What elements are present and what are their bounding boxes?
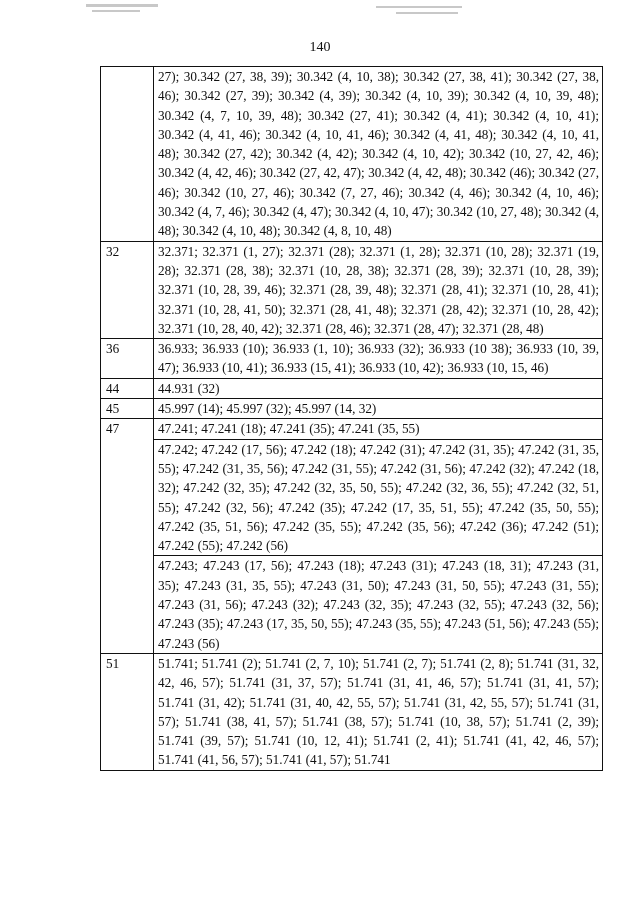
code-index-table <box>100 66 603 771</box>
reference-cell: 32.371; 32.371 (1, 27); 32.371 (28); 32.371 (1, 28); 32.371 (10, 28); 32.371 (19, 28); 32.371 (28, 38); 32.371 (10, 28, 38); 32.371 (28, 39); 32.371 (10, 28, 39); 32.371 (10, 28, 39, 46); 32.371 (28, 39, 48); 32.371 (28, 41); 32.371 (10, 28, 41); 32.371 (10, 28, 41, 50); 32.371 (28, 41, 48); 32.371 (28, 42); 32.371 (10, 28, 42); 32.371 (10, 28, 40, 42); 32.371 (28, 46); 32.371 (28, 47); 32.371 (28, 48) <box>154 241 603 338</box>
page-number: 140 <box>309 40 331 55</box>
scan-artifact <box>86 4 158 7</box>
table-row <box>101 556 603 653</box>
reference-cell: 47.243; 47.243 (17, 56); 47.243 (18); 47.243 (31); 47.243 (18, 31); 47.243 (31, 35); 47.243 (31, 35, 55); 47.243 (31, 50); 47.243 (31, 50, 55); 47.243 (31, 55); 47.243 (31, 56); 47.243 (32); 47.243 (32, 35); 47.243 (32, 55); 47.243 (32, 56); 47.243 (35); 47.243 (17, 35, 50, 55); 47.243 (35, 55); 47.243 (51, 56); 47.243 (55); 47.243 (56) <box>154 556 603 653</box>
scan-artifact <box>92 10 140 12</box>
group-number-cell: 44 <box>101 378 154 398</box>
table-row <box>101 339 603 379</box>
table-row <box>101 653 603 770</box>
reference-cell: 27); 30.342 (27, 38, 39); 30.342 (4, 10, 38); 30.342 (27, 38, 41); 30.342 (27, 38, 46); 30.342 (27, 39); 30.342 (4, 39); 30.342 (4, 10, 39); 30.342 (4, 10, 39, 48); 30.342 (4, 7, 10, 39, 48); 30.342 (27, 41); 30.342 (4, 41); 30.342 (4, 10, 41); 30.342 (4, 41, 46); 30.342 (4, 10, 41, 46); 30.342 (4, 41, 48); 30.342 (4, 10, 41, 48); 30.342 (27, 42); 30.342 (4, 42); 30.342 (4, 10, 42); 30.342 (10, 27, 42, 46); 30.342 (4, 42, 46); 30.342 (27, 42, 47); 30.342 (4, 42, 48); 30.342 (46); 30.342 (27, 46); 30.342 (10, 27, 46); 30.342 (7, 27, 46); 30.342 (4, 46); 30.342 (4, 10, 46); 30.342 (4, 7, 46); 30.342 (4, 47); 30.342 (4, 10, 47); 30.342 (10, 27, 48); 30.342 (4, 48); 30.342 (4, 10, 48); 30.342 (4, 8, 10, 48) <box>154 67 603 242</box>
reference-cell: 45.997 (14); 45.997 (32); 45.997 (14, 32) <box>154 399 603 419</box>
table-row <box>101 439 603 556</box>
table-row <box>101 378 603 398</box>
group-number-cell: 36 <box>101 339 154 379</box>
reference-cell: 47.242; 47.242 (17, 56); 47.242 (18); 47.242 (31); 47.242 (31, 35); 47.242 (31, 35, 55); 47.242 (31, 35, 56); 47.242 (31, 55); 47.242 (31, 56); 47.242 (32); 47.242 (18, 32); 47.242 (32, 35); 47.242 (32, 35, 50, 55); 47.242 (32, 36, 55); 47.242 (32, 51, 55); 47.242 (32, 56); 47.242 (35); 47.242 (17, 35, 51, 55); 47.242 (35, 50, 55); 47.242 (35, 51, 56); 47.242 (35, 55); 47.242 (35, 56); 47.242 (36); 47.242 (51); 47.242 (55); 47.242 (56) <box>154 439 603 556</box>
table-row <box>101 241 603 338</box>
reference-cell: 51.741; 51.741 (2); 51.741 (2, 7, 10); 51.741 (2, 7); 51.741 (2, 8); 51.741 (31, 32, 42, 46, 57); 51.741 (31, 37, 57); 51.741 (31, 41, 46, 57); 51.741 (31, 41, 57); 51.741 (31, 42); 51.741 (31, 40, 42, 55, 57); 51.741 (31, 42, 55, 57); 51.741 (31, 57); 51.741 (38, 41, 57); 51.741 (38, 57); 51.741 (10, 38, 57); 51.741 (2, 39); 51.741 (39, 57); 51.741 (10, 12, 41); 51.741 (2, 41); 51.741 (41, 42, 46, 57); 51.741 (41, 56, 57); 51.741 (41, 57); 51.741 <box>154 653 603 770</box>
reference-cell: 47.241; 47.241 (18); 47.241 (35); 47.241 (35, 55) <box>154 419 603 439</box>
group-number-cell: 51 <box>101 653 154 770</box>
reference-cell: 44.931 (32) <box>154 378 603 398</box>
group-number-cell: 32 <box>101 241 154 338</box>
group-number-cell: 47 <box>101 419 154 654</box>
table-row <box>101 399 603 419</box>
table-row <box>101 67 603 242</box>
scan-artifact <box>376 6 462 8</box>
group-number-cell: 45 <box>101 399 154 419</box>
scan-artifact <box>396 12 458 14</box>
table-row <box>101 419 603 439</box>
reference-cell: 36.933; 36.933 (10); 36.933 (1, 10); 36.933 (32); 36.933 (10 38); 36.933 (10, 39, 47); 36.933 (10, 41); 36.933 (15, 41); 36.933 (10, 42); 36.933 (10, 15, 46) <box>154 339 603 379</box>
group-number-cell <box>101 67 154 242</box>
